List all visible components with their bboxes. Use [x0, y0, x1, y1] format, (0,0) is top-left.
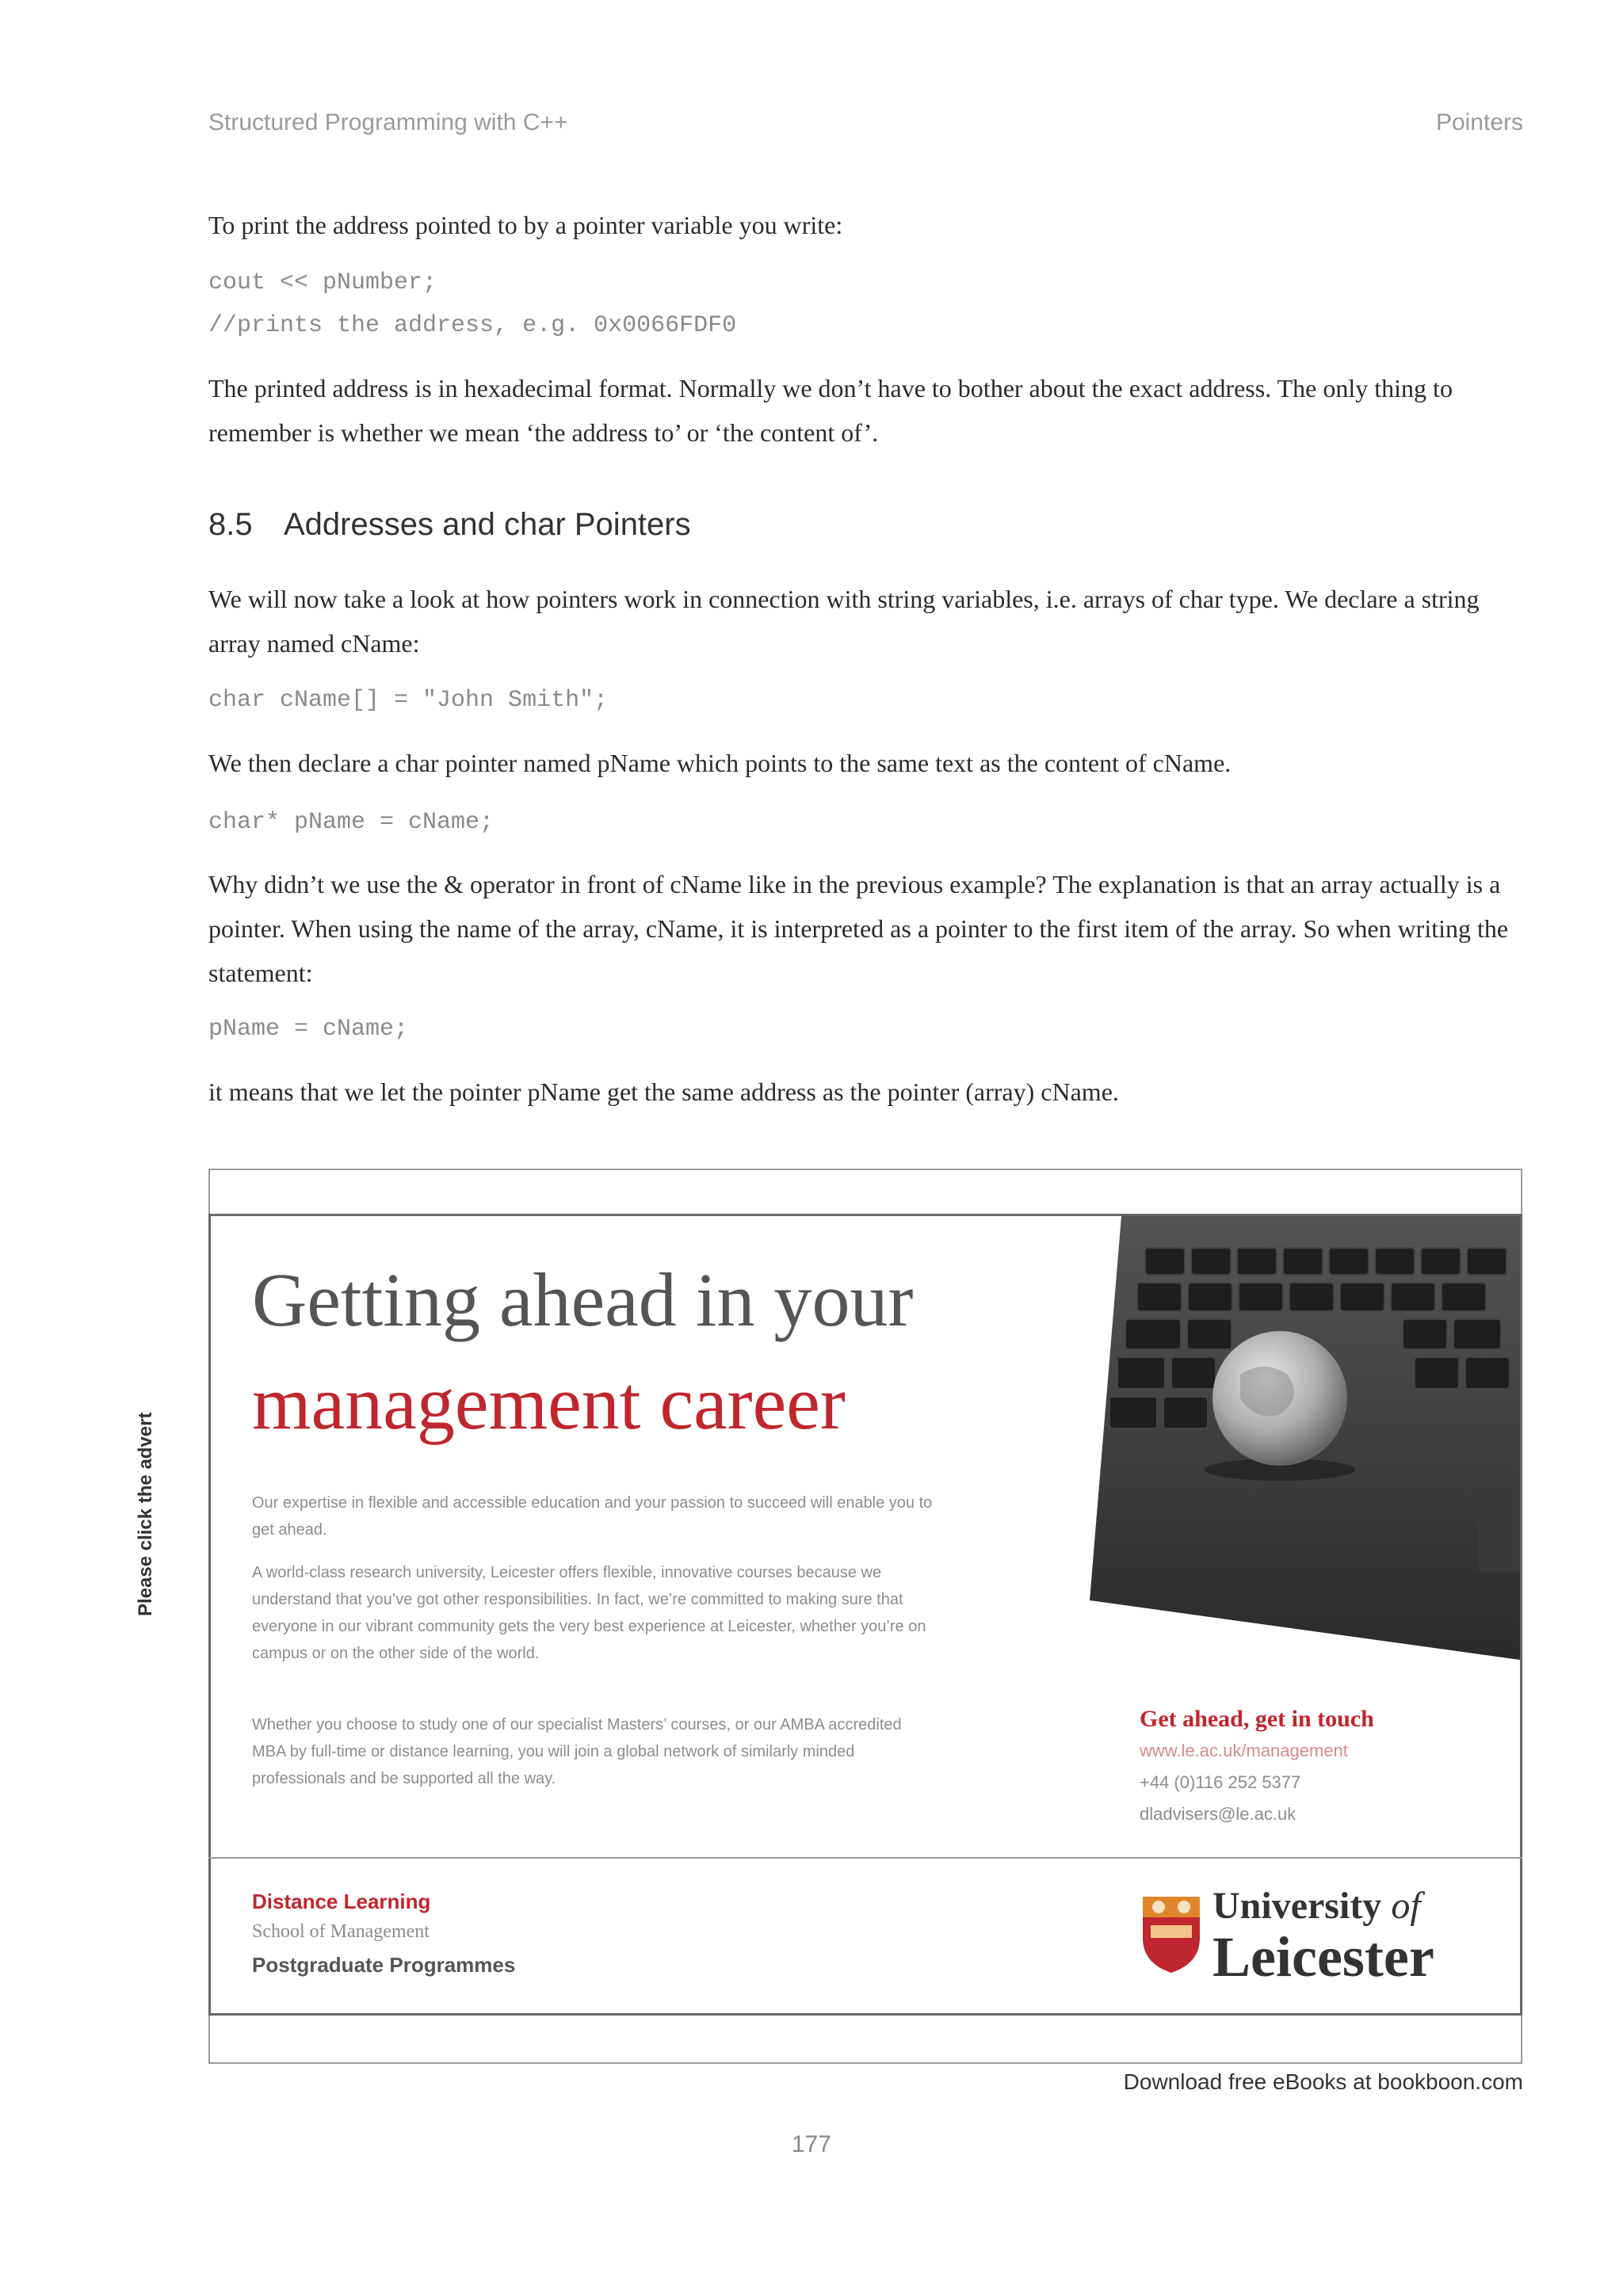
university-logo-text — [1212, 1886, 1434, 1987]
section-heading — [208, 507, 691, 543]
contact-phone: +44 (0)116 252 5377 — [1140, 1772, 1301, 1792]
advert-body-text: Whether you choose to study one of our specialist Masters’ courses, or our AMBA accredited MBA by full-time or distance learning, you will join a global network of similarly minded professionals and be supported all the way. — [252, 1716, 902, 1787]
code-line: char* pName = cName; — [208, 809, 495, 836]
code-line: cout << pNumber; — [208, 269, 437, 296]
university-name: Leicester — [1212, 1925, 1434, 1989]
contact-email-link[interactable]: dladvisers@le.ac.uk — [1140, 1804, 1296, 1824]
laptop-globe-image — [1090, 1216, 1520, 1691]
code-line: pName = cName; — [208, 1016, 409, 1043]
code-line: char cName[] = "John Smith"; — [208, 687, 609, 714]
university-shield-icon — [1140, 1894, 1203, 1976]
body-paragraph: The printed address is in hexadecimal format. Normally we don’t have to bother about the exact address. The only thing to remember is whether we mean ‘the address to’ or ‘the content of’. — [208, 374, 1453, 447]
contact-website-link[interactable]: www.le.ac.uk/management — [1140, 1741, 1348, 1760]
footer-distance-learning: Distance Learning — [252, 1890, 431, 1913]
body-paragraph: We then declare a char pointer named pName which points to the same text as the content of cName. — [208, 749, 1232, 777]
footer-programmes: Postgraduate Programmes — [252, 1953, 516, 1977]
advert-divider — [208, 1857, 1522, 1859]
university-of: of — [1391, 1885, 1421, 1927]
body-paragraph: it means that we let the pointer pName get the same address as the pointer (array) cName. — [208, 1077, 1119, 1106]
university-word: University — [1212, 1885, 1382, 1927]
footer-school: School of Management — [252, 1921, 430, 1942]
download-link[interactable]: Download free eBooks at bookboon.com — [1123, 2069, 1523, 2094]
advert-body-text: Our expertise in flexible and accessible education and your passion to succeed will enable you to get ahead. — [252, 1494, 933, 1539]
contact-heading: Get ahead, get in touch — [1140, 1706, 1374, 1732]
running-header-chapter: Pointers — [1435, 109, 1523, 135]
section-title: Addresses and char Pointers — [284, 507, 691, 542]
intro-paragraph: To print the address pointed to by a pointer variable you write: — [208, 211, 843, 239]
section-number: 8.5 — [208, 507, 253, 542]
contact-block — [1140, 1703, 1374, 1830]
advert-body-text: A world-class research university, Leicester offers flexible, innovative courses because we understand that you’ve got other responsibilities. In fact, we’re committed to making sure that everyone in our vibrant community gets the very best experience at Leicester, whether you’re on campus or on the other side of the world. — [252, 1564, 926, 1662]
code-comment: //prints the address, e.g. 0x0066FDF0 — [208, 312, 737, 339]
running-header-title: Structured Programming with C++ — [208, 109, 568, 135]
body-paragraph: We will now take a look at how pointers work in connection with string variables, i.e. arrays of char type. We declare a string array named cName: — [208, 585, 1480, 658]
advert-headline-accent: management career — [252, 1360, 846, 1445]
advert-side-label: Please click the advert — [135, 1412, 156, 1616]
page-number: 177 — [791, 2131, 832, 2157]
body-paragraph: Why didn’t we use the & operator in front of cName like in the previous example? The explanation is that an array actually is a pointer. When using the name of the array, cName, it is interpreted as a pointer to the first item of the array. So when writing the statement: — [208, 870, 1509, 987]
advert-headline: Getting ahead in your — [252, 1257, 914, 1342]
